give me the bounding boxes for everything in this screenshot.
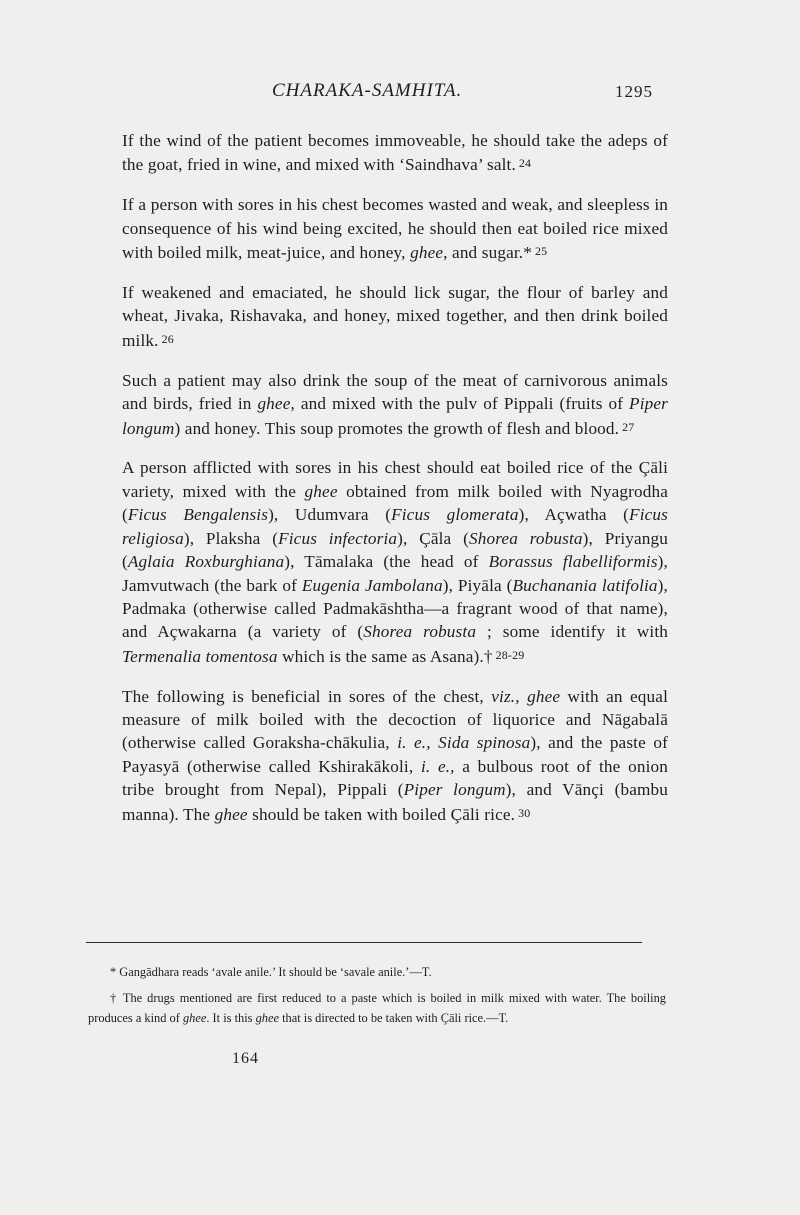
verse-number: 24: [518, 156, 532, 171]
paragraph-text: [520, 687, 527, 706]
footnote-dagger: [88, 988, 666, 1028]
footnote-text: . It is this: [206, 1011, 256, 1025]
paragraph-text: ), Açwatha (: [518, 505, 630, 525]
paragraph-text: , and sugar.*: [443, 243, 532, 263]
italic-term: ghee: [410, 243, 444, 263]
paragraph-text: ; some identify it with: [476, 622, 668, 642]
paragraph-text: obtained from milk boiled with Nyagrodha (: [122, 481, 669, 525]
footnote-text: † The drugs mentioned are first reduced to a paste which is boiled in milk mixed with water. The boiling produces a kind of: [88, 991, 666, 1025]
verse-number: 25: [534, 244, 548, 259]
footnote-divider: [86, 942, 642, 943]
folio-number: 164: [232, 1050, 259, 1067]
paragraph-28-29: [122, 456, 668, 668]
italic-term: Aglaia Roxburghiana: [127, 552, 285, 572]
paragraph-text: ), Padmaka (otherwise called Padmakāshtha—a fragrant wood of that name), and Açwakarna (a variety of (: [122, 575, 668, 642]
italic-term: i. e.,: [397, 733, 431, 753]
italic-term: Buchanania latifolia: [512, 575, 658, 595]
italic-term: Ficus Bengalensis: [127, 505, 269, 525]
italic-term: Shorea robusta: [363, 622, 477, 642]
paragraph-text: ), Udumvara (: [268, 505, 392, 525]
paragraph-text: with an equal measure of milk boiled with the decoction of liquorice and Nāgabalā (otherwise called Goraksha-chākulia,: [122, 686, 668, 753]
page-header: [0, 80, 800, 110]
italic-term: Termenalia tomentosa: [122, 646, 278, 666]
paragraph-text: a bulbous root of the onion tribe brought from Nepal), Pippali (: [122, 756, 668, 800]
italic-term: Eugenia Jambolana: [301, 575, 443, 595]
paragraph-30: [122, 685, 668, 826]
verse-number: 26: [161, 331, 174, 346]
paragraph-text: ), Plaksha (: [183, 528, 279, 548]
paragraph-text: ) and honey. This soup promotes the growth of flesh and blood.: [174, 418, 620, 438]
running-title: CHARAKA-SAMHITA.: [272, 80, 463, 101]
italic-term: ghee: [214, 804, 248, 824]
paragraph-27: [122, 369, 668, 440]
italic-term: i. e.,: [420, 756, 455, 776]
italic-term: Ficus religiosa: [122, 505, 668, 548]
paragraph-text: If weakened and emaciated, he should lick sugar, the flour of barley and wheat, Jivaka, Rishavaka, and honey, mixed together, and then drink boiled milk.: [122, 283, 668, 350]
italic-term: Ficus glomerata: [391, 505, 519, 525]
italic-term: ghee: [304, 481, 338, 501]
italic-term: Piper longum: [403, 780, 506, 800]
paragraph-text: A person afflicted with sores in his chest should eat boiled rice of the Çāli variety, mixed with the: [122, 458, 668, 501]
paragraph-text: should be taken with boiled Çāli rice.: [247, 804, 516, 824]
paragraph-text: ), and Vānçi (bambu manna). The: [122, 780, 668, 824]
paragraph-text: ), Jamvutwach (the bark of: [122, 552, 668, 595]
italic-term: Piper longum: [122, 394, 668, 438]
verse-number: 27: [622, 419, 635, 434]
paragraph-text: The following is beneficial in sores of the chest,: [122, 686, 492, 706]
footnote-text: that is directed to be taken with Çāli rice.—T.: [278, 1011, 509, 1025]
paragraph-24: [122, 129, 668, 177]
verse-number: 28-29: [495, 647, 525, 662]
paragraph-text: If the wind of the patient becomes immoveable, he should take the adeps of the goat, fried in wine, and mixed with ‘Saindhava’ salt.: [122, 131, 668, 175]
footnote-asterisk: [88, 962, 666, 982]
paragraph-text: If a person with sores in his chest becomes wasted and weak, and sleepless in consequence of his wind being excited, he should then eat boiled rice mixed with boiled milk, meat-juice, and honey,: [122, 195, 668, 263]
italic-term: Ficus infectoria: [278, 528, 398, 548]
italic-term: ghee: [182, 1011, 207, 1025]
paragraph-text: ), Tāmalaka (the head of: [284, 552, 489, 572]
italic-term: Borassus flabelliformis: [488, 552, 658, 572]
paragraph-text: ), Priyangu (: [122, 528, 669, 572]
paragraph-text: ), and the paste of Payasyā (otherwise called Kshirakākoli,: [122, 733, 668, 776]
footnotes: [88, 962, 666, 1034]
italic-term: ghee: [527, 686, 561, 706]
paragraph-26: [122, 281, 668, 352]
italic-term: viz.,: [491, 686, 520, 706]
main-text: [122, 129, 668, 843]
paragraph-text: which is the same as Asana).†: [277, 646, 493, 666]
verse-number: 30: [518, 805, 531, 820]
paragraph-25: [122, 193, 668, 264]
italic-term: ghee: [257, 394, 291, 414]
italic-term: Shorea robusta: [468, 528, 583, 548]
page-number: 1295: [615, 82, 653, 101]
italic-term: Sida spinosa: [438, 733, 531, 753]
paragraph-text: Such a patient may also drink the soup of the meat of carnivorous animals and birds, fried in: [122, 370, 668, 414]
paragraph-text: ), Çāla (: [397, 528, 469, 548]
paragraph-text: ), Piyāla (: [442, 575, 513, 595]
italic-term: ghee: [255, 1011, 279, 1025]
paragraph-text: , and mixed with the pulv of Pippali (fruits of: [290, 394, 630, 414]
footnote-text: * Gangādhara reads ‘avale anile.’ It should be ‘savale anile.’—T.: [110, 965, 432, 979]
